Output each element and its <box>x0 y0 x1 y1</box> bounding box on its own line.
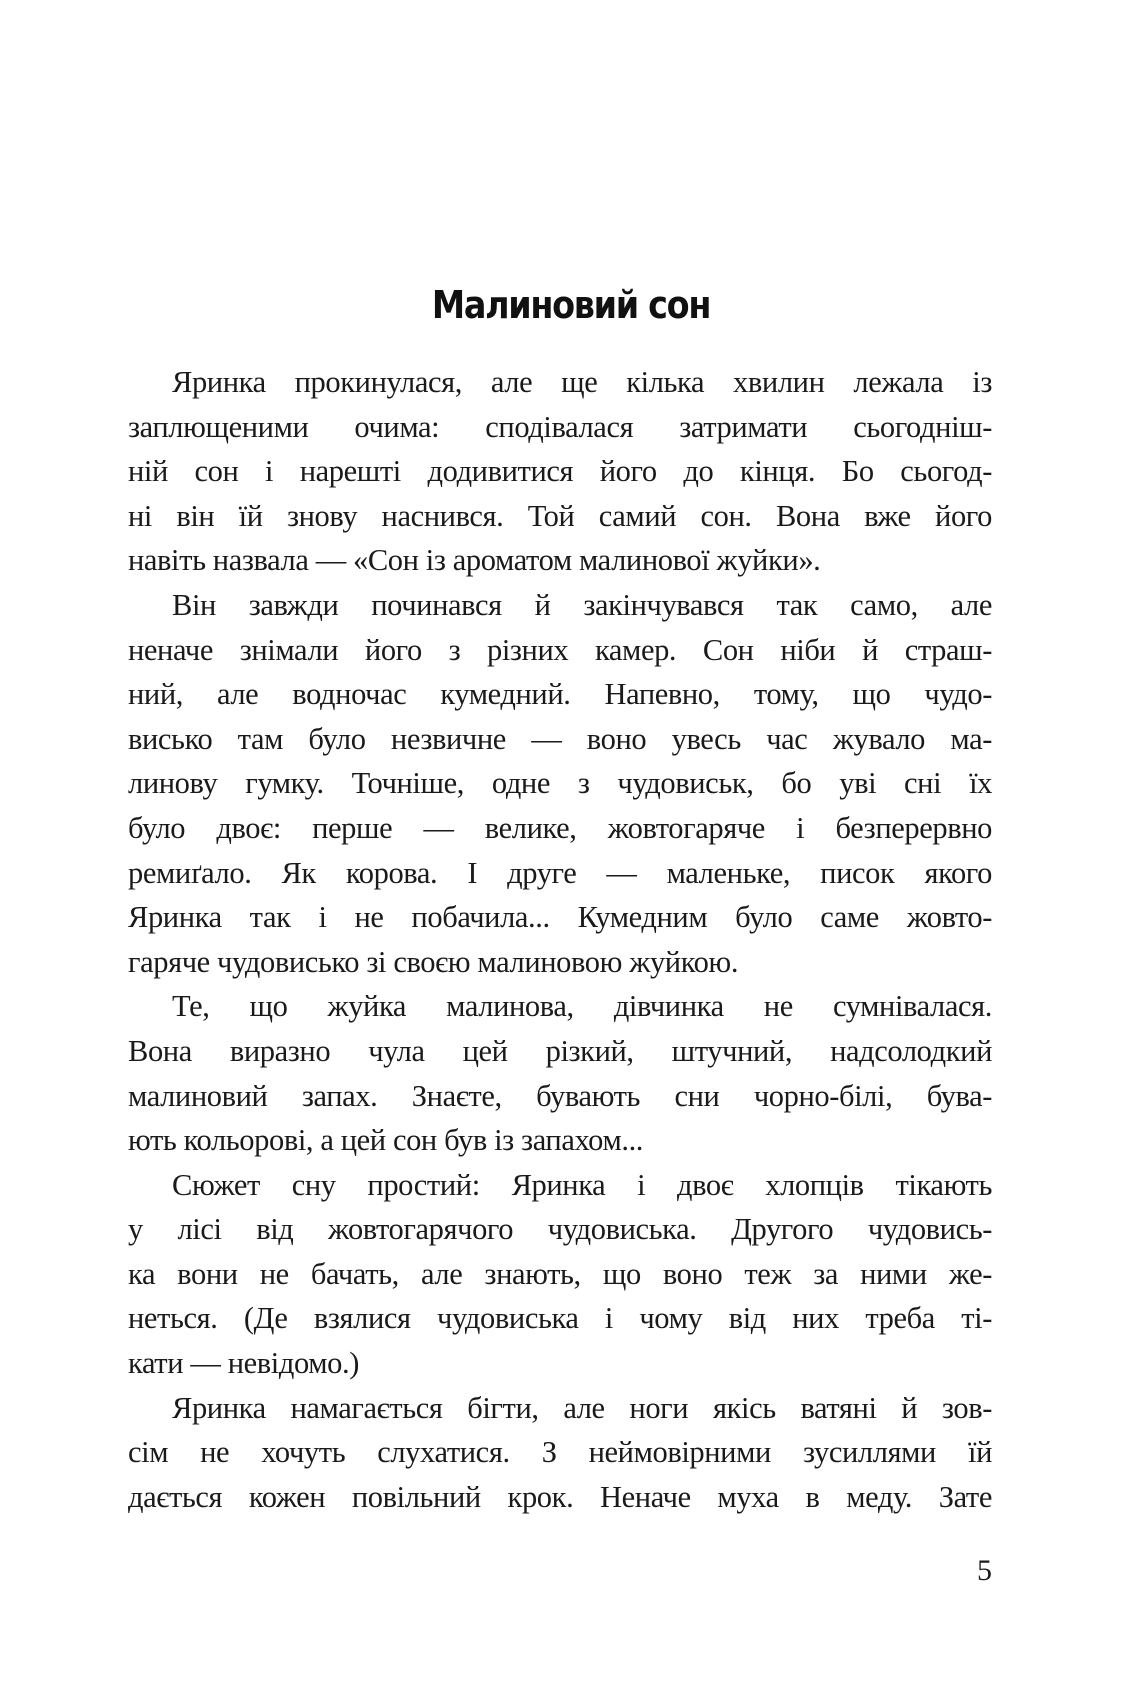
text-line: висько там було незвичне — воно увесь час жувало ма- <box>128 721 992 756</box>
text-line: Яринка намагається бігти, але ноги якісь ватяні й зов- <box>172 1390 992 1425</box>
text-line: Сюжет сну простий: Яринка і двоє хлопців тікають <box>172 1167 992 1202</box>
text-line: ють кольорові, а цей сон був із запахом... <box>128 1123 644 1158</box>
text-line: Те, що жуйка малинова, дівчинка не сумнівалася. <box>172 989 992 1024</box>
text-line: Яринка так і не побачила... Кумедним було саме жовто- <box>128 900 992 935</box>
page-number: 5 <box>977 1554 992 1587</box>
paragraph <box>128 360 992 583</box>
text-line: ка вони не бачать, але знають, що воно теж за ними же- <box>128 1256 992 1291</box>
chapter-body <box>128 360 992 1519</box>
text-line: навіть назвала — «Сон із ароматом малинової жуйки». <box>128 543 821 578</box>
text-line: неться. (Де взялися чудовиська і чому від них треба ті- <box>128 1301 992 1336</box>
text-line: ремиґало. Як корова. І друге — маленьке, писок якого <box>128 855 992 890</box>
text-line: Він завжди починався й закінчувався так само, але <box>172 587 992 622</box>
text-line: ний, але водночас кумедний. Напевно, тому, що чудо- <box>128 677 992 712</box>
chapter-title: Малиновий сон <box>431 283 711 328</box>
text-line: сім не хочуть слухатися. З неймовірними зусиллями їй <box>128 1435 992 1470</box>
text-line: ній сон і нарешті додивитися його до кінця. Бо сьогод- <box>128 454 992 489</box>
text-line: ні він їй знову наснився. Той самий сон. Вона вже його <box>128 498 992 533</box>
text-line: заплющеними очима: сподівалася затримати сьогодніш- <box>128 409 992 444</box>
text-line: дається кожен повільний крок. Неначе муха в меду. Зате <box>128 1479 992 1514</box>
text-line: було двоє: перше — велике, жовтогаряче і безперервно <box>128 810 992 845</box>
paragraph <box>128 1386 992 1520</box>
text-line: у лісі від жовтогарячого чудовиська. Другого чудовись- <box>128 1212 992 1247</box>
paragraph <box>128 1163 992 1386</box>
text-line: малиновий запах. Знаєте, бувають сни чорно-білі, бува- <box>128 1078 992 1113</box>
paragraph <box>128 984 992 1162</box>
text-line: неначе знімали його з різних камер. Сон ніби й страш- <box>128 632 992 667</box>
text-line: Вона виразно чула цей різкий, штучний, надсолодкий <box>128 1033 992 1068</box>
text-line: гаряче чудовисько зі своєю малиновою жуйкою. <box>128 944 739 979</box>
text-line: линову гумку. Точніше, одне з чудовиськ, бо уві сні їх <box>128 766 992 801</box>
text-line: кати — невідомо.) <box>128 1346 359 1381</box>
paragraph <box>128 583 992 984</box>
text-line: Яринка прокинулася, але ще кілька хвилин лежала із <box>172 365 992 399</box>
